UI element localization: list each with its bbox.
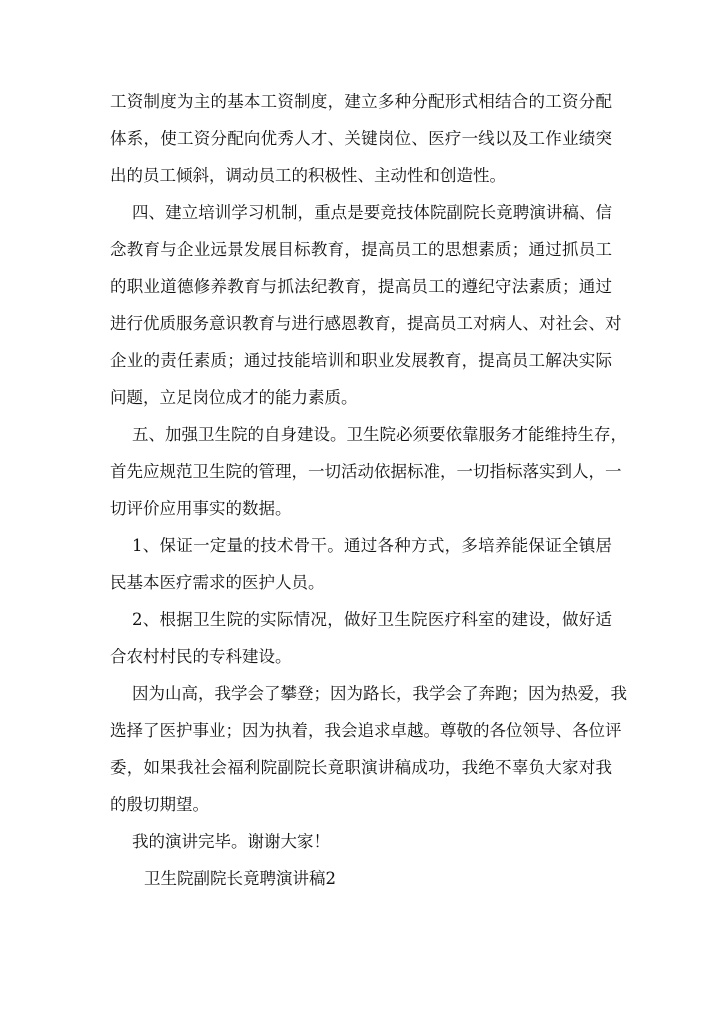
text-line: 体系，使工资分配向优秀人才、关键岗位、医疗一线以及工作业绩突	[110, 129, 612, 148]
text-line: 合农村村民的专科建设。	[110, 647, 292, 666]
text-line: 选择了医护事业；因为执着，我会追求卓越。尊敬的各位领导、各位评	[110, 721, 622, 740]
text-line: 委，如果我社会福利院副院长竟职演讲稿成功，我绝不辜负大家对我	[110, 758, 612, 777]
text-line: 的殷切期望。	[110, 795, 209, 814]
text-line: 1、保证一定量的技术骨干。通过各种方式，多培养能保证全镇居	[132, 536, 612, 555]
section-title: 卫生院副院长竟聘演讲稿2	[144, 869, 336, 888]
text-line: 四、建立培训学习机制，重点是要竞技体院副院长竟聘演讲稿、信	[132, 203, 612, 222]
text-line: 企业的责任素质；通过技能培训和职业发展教育，提高员工解决实际	[110, 351, 612, 370]
text-line: 我的演讲完毕。谢谢大家！	[132, 832, 330, 851]
text-line: 切评价应用事实的数据。	[110, 499, 292, 518]
text-line: 因为山高，我学会了攀登；因为路长，我学会了奔跑；因为热爱，我	[132, 684, 627, 703]
text-line: 工资制度为主的基本工资制度，建立多种分配形式相结合的工资分配	[110, 92, 612, 111]
text-line: 出的员工倾斜，调动员工的积极性、主动性和创造性。	[110, 166, 506, 185]
text-line: 问题，立足岗位成才的能力素质。	[110, 388, 358, 407]
text-line: 2、根据卫生院的实际情况，做好卫生院医疗科室的建设，做好适	[132, 610, 612, 629]
text-line: 进行优质服务意识教育与进行感恩教育，提高员工对病人、对社会、对	[110, 314, 622, 333]
text-line: 念教育与企业远景发展目标教育，提高员工的思想素质；通过抓员工	[110, 240, 612, 259]
text-line: 的职业道德修养教育与抓法纪教育，提高员工的遵纪守法素质；通过	[110, 277, 612, 296]
text-line: 首先应规范卫生院的管理，一切活动依据标准，一切指标落实到人，一	[110, 462, 622, 481]
text-line: 五、加强卫生院的自身建设。卫生院必须要依靠服务才能维持生存，	[132, 425, 627, 444]
text-line: 民基本医疗需求的医护人员。	[110, 573, 325, 592]
